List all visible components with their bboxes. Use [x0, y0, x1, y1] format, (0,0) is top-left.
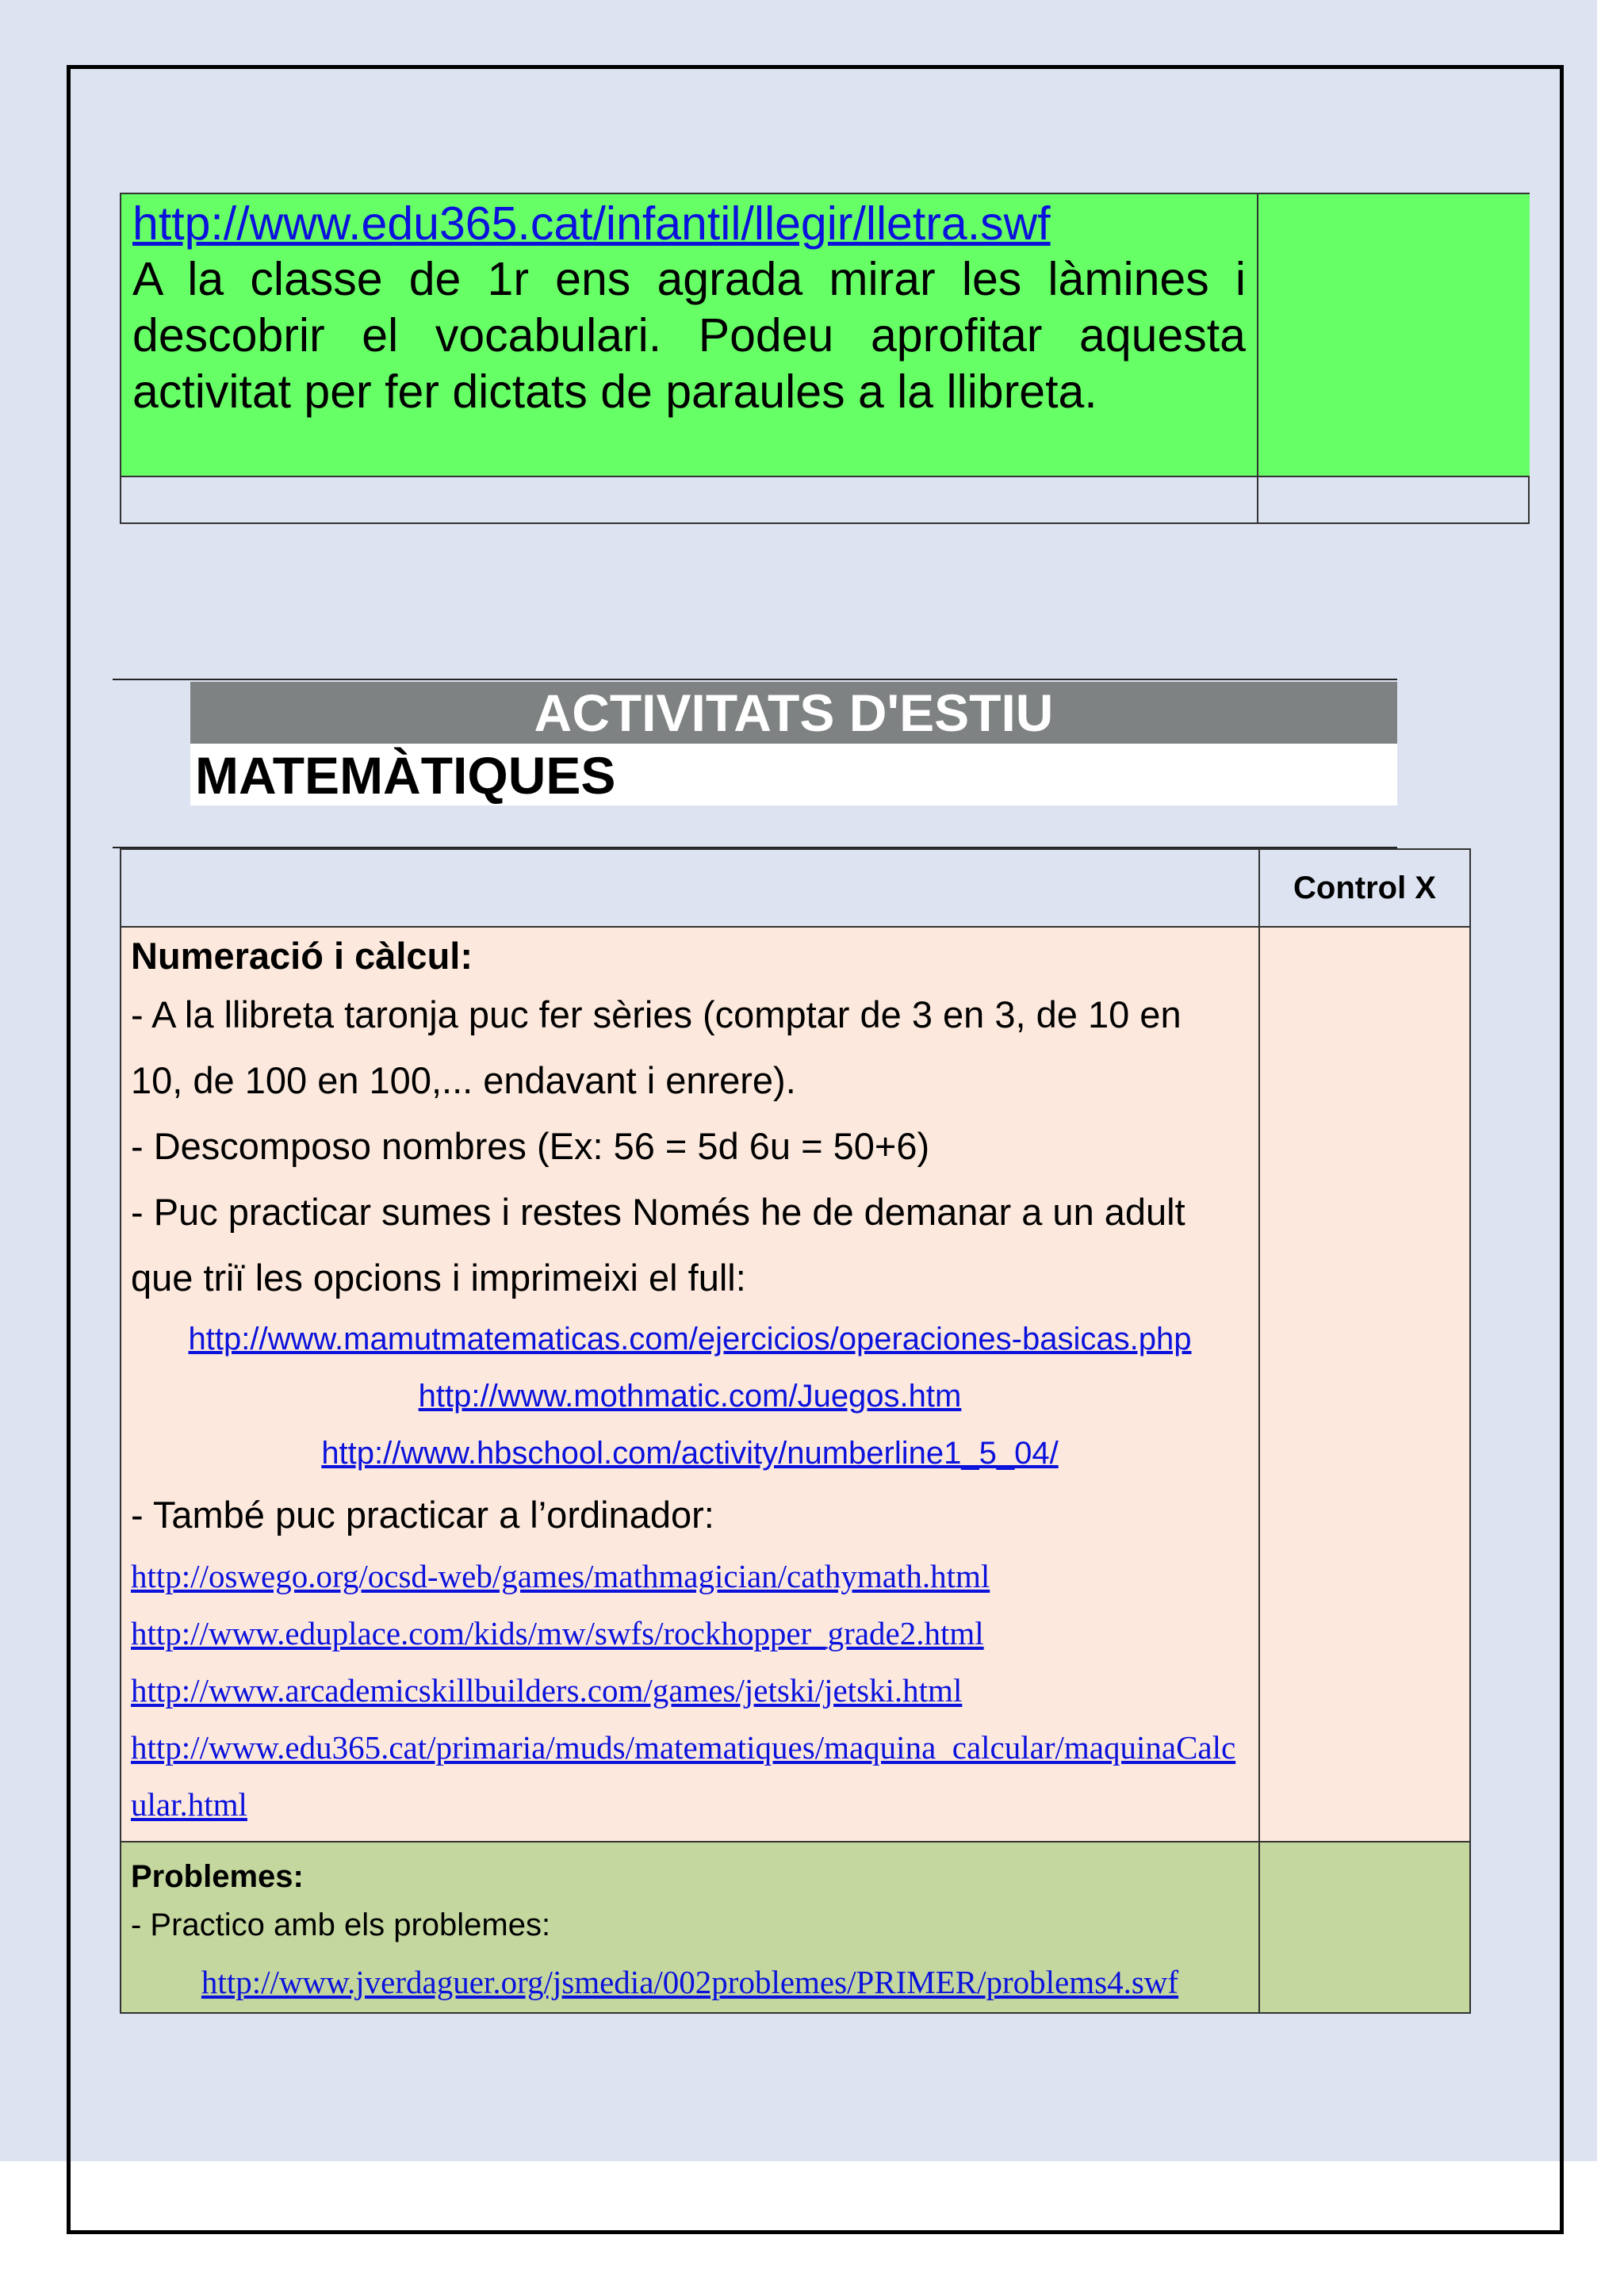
numeracio-row — [121, 928, 1469, 1843]
reading-activity-table — [120, 193, 1530, 524]
computer-practice-line: - També puc practicar a l’ordinador: — [131, 1494, 714, 1536]
empty-cell — [1258, 477, 1530, 522]
lletra-link[interactable]: http://www.edu365.cat/infantil/llegir/lletra.swf — [132, 197, 1051, 250]
hbschool-link[interactable]: http://www.hbschool.com/activity/numberline1_5_04/ — [321, 1436, 1059, 1471]
sums-line-cont: que triï les opcions i imprimeixi el full: — [131, 1257, 746, 1299]
problemes-line: - Practico amb els problemes: — [131, 1908, 551, 1942]
summer-activities-banner: ACTIVITATS D'ESTIU — [190, 682, 1397, 744]
table-header-row — [121, 850, 1469, 928]
sums-line: - Puc practicar sumes i restes Només he de demanar a un adult — [131, 1191, 1185, 1233]
mamut-link[interactable]: http://www.mamutmatematicas.com/ejercicios/operaciones-basicas.php — [188, 1322, 1192, 1357]
heading-rule-top — [113, 679, 1397, 680]
subject-title: MATEMÀTIQUES — [190, 744, 1397, 806]
series-line-cont: 10, de 100 en 100,... endavant i enrere). — [131, 1059, 796, 1101]
math-activities-table — [120, 848, 1471, 2014]
eduplace-link[interactable]: http://www.eduplace.com/kids/mw/swfs/rockhopper_grade2.html — [131, 1615, 984, 1651]
series-line: - A la llibreta taronja puc fer sèries (comptar de 3 en 3, de 10 en — [131, 993, 1182, 1035]
oswego-link[interactable]: http://oswego.org/ocsd-web/games/mathmagician/cathymath.html — [131, 1558, 990, 1594]
decompose-line: - Descomposo nombres (Ex: 56 = 5d 6u = 50+6) — [131, 1125, 930, 1167]
empty-cell — [121, 477, 1258, 522]
problemes-title: Problemes: — [131, 1859, 304, 1894]
edu365-calculator-link[interactable]: http://www.edu365.cat/primaria/muds/matematiques/maquina_calcular/maquinaCalc — [131, 1729, 1236, 1766]
problemes-content — [121, 1843, 1258, 2011]
column-separator — [1258, 850, 1260, 2012]
reading-activity-control-cell — [1258, 194, 1530, 477]
jverdaguer-link[interactable]: http://www.jverdaguer.org/jsmedia/002problemes/PRIMER/problems4.swf — [201, 1964, 1179, 2000]
control-column-header: Control X — [1293, 871, 1436, 905]
numeracio-content — [121, 928, 1258, 1833]
problemes-row — [121, 1843, 1469, 2012]
arcademic-link[interactable]: http://www.arcademicskillbuilders.com/games/jetski/jetski.html — [131, 1672, 963, 1709]
reading-activity-description: A la classe de 1r ens agrada mirar les làmines i descobrir el vocabulari. Podeu aprofitar aquesta activitat per fer dictats de paraules a la llibreta. — [132, 253, 1246, 418]
reading-activity-cell — [121, 194, 1258, 477]
numeracio-title: Numeració i càlcul: — [131, 935, 473, 977]
mothmatic-link[interactable]: http://www.mothmatic.com/Juegos.htm — [418, 1379, 962, 1414]
edu365-calculator-link-cont[interactable]: ular.html — [131, 1786, 247, 1823]
